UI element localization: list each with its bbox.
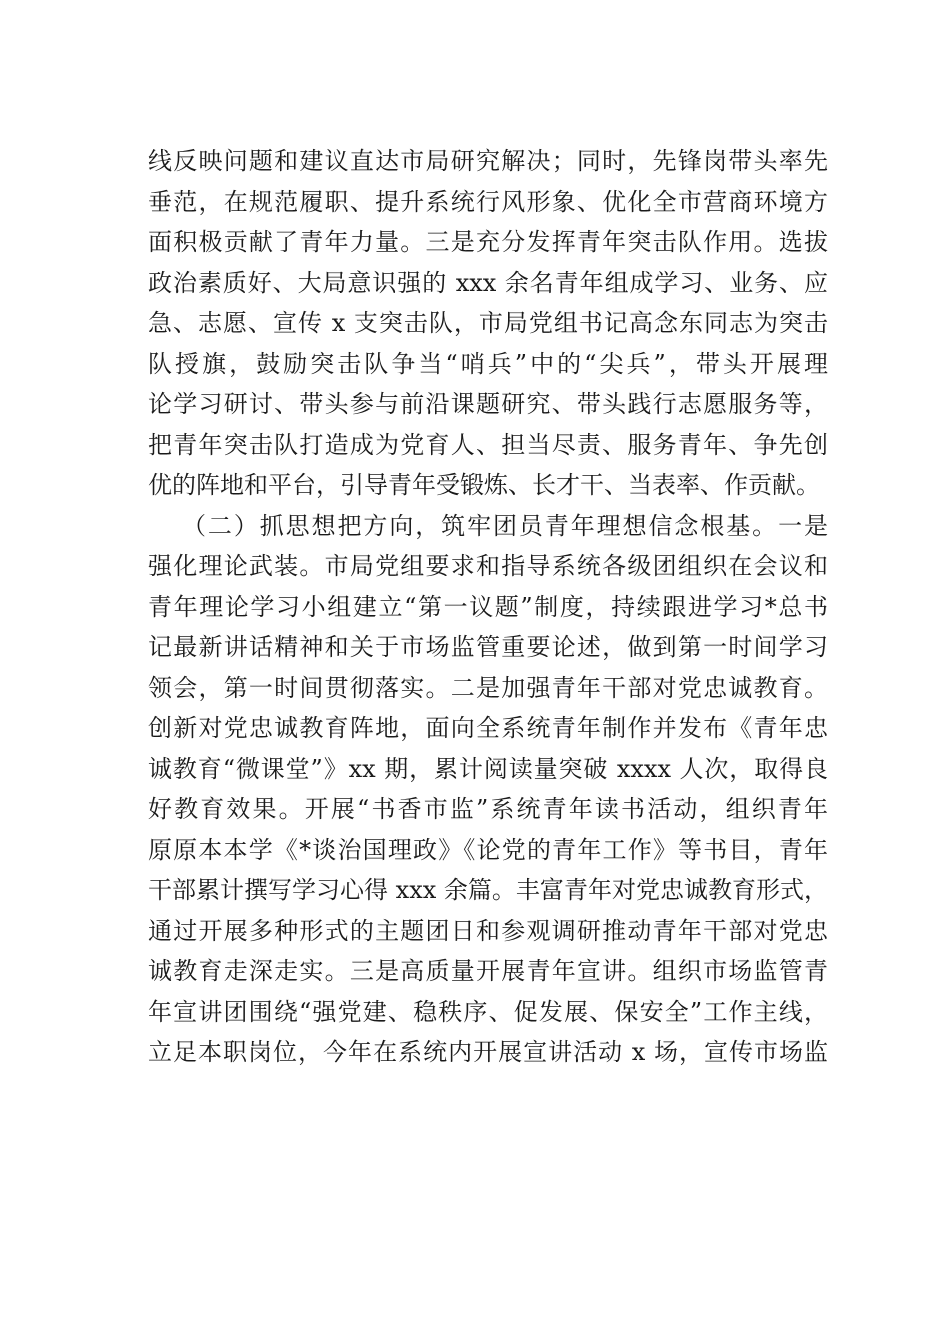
body-text — [148, 141, 828, 1073]
text-line: 创新对党忠诚教育阵地，面向全系统青年制作并发布《青年忠 — [148, 714, 828, 742]
text-line: 年宣讲团围绕“强党建、稳秩序、促发展、保安全”工作主线， — [148, 997, 828, 1026]
text-line: 把青年突击队打造成为党育人、担当尽责、服务青年、争先创 — [148, 430, 828, 459]
paragraph-end-line: 优的阵地和平台，引导青年受锻炼、长才干、当表率、作贡献。 — [148, 471, 820, 499]
text-line: 急、志愿、宣传 x 支突击队，市局党组书记高念东同志为突击 — [148, 309, 828, 337]
text-line: 诚教育“微课堂”》xx 期，累计阅读量突破 xxxx 人次，取得良 — [148, 754, 828, 783]
text-line: 通过开展多种形式的主题团日和参观调研推动青年干部对党忠 — [148, 916, 828, 945]
text-line: 面积极贡献了青年力量。三是充分发挥青年突击队作用。选拔 — [148, 228, 828, 256]
text-line: 立足本职岗位，今年在系统内开展宣讲活动 x 场，宣传市场监 — [148, 1038, 828, 1066]
text-line: 好教育效果。开展“书香市监”系统青年读书活动，组织青年 — [148, 795, 828, 823]
text-line: 原原本本学《*谈治国理政》《论党的青年工作》等书目，青年 — [148, 835, 828, 864]
text-line: 强化理论武装。市局党组要求和指导系统各级团组织在会议和 — [148, 552, 828, 580]
text-line: 线反映问题和建议直达市局研究解决；同时，先锋岗带头率先 — [148, 147, 828, 175]
text-line: 青年理论学习小组建立“第一议题”制度，持续跟进学习*总书 — [148, 592, 828, 621]
text-line: 领会，第一时间贯彻落实。二是加强青年干部对党忠诚教育。 — [148, 673, 828, 702]
text-line: 诚教育走深走实。三是高质量开展青年宣讲。组织市场监管青 — [148, 957, 828, 985]
text-line: 论学习研讨、带头参与前沿课题研究、带头践行志愿服务等， — [148, 390, 828, 418]
text-line: 队授旗，鼓励突击队争当“哨兵”中的“尖兵”，带头开展理 — [148, 349, 828, 378]
text-line: 干部累计撰写学习心得 xxx 余篇。丰富青年对党忠诚教育形式， — [148, 876, 828, 904]
text-line: 记最新讲话精神和关于市场监管重要论述，做到第一时间学习 — [148, 633, 828, 661]
text-line: 垂范，在规范履职、提升系统行风形象、优化全市营商环境方 — [148, 187, 828, 216]
section-heading-line: （二）抓思想把方向，筑牢团员青年理想信念根基。一是 — [182, 511, 828, 540]
text-line: 政治素质好、大局意识强的 xxx 余名青年组成学习、业务、应 — [148, 268, 828, 297]
